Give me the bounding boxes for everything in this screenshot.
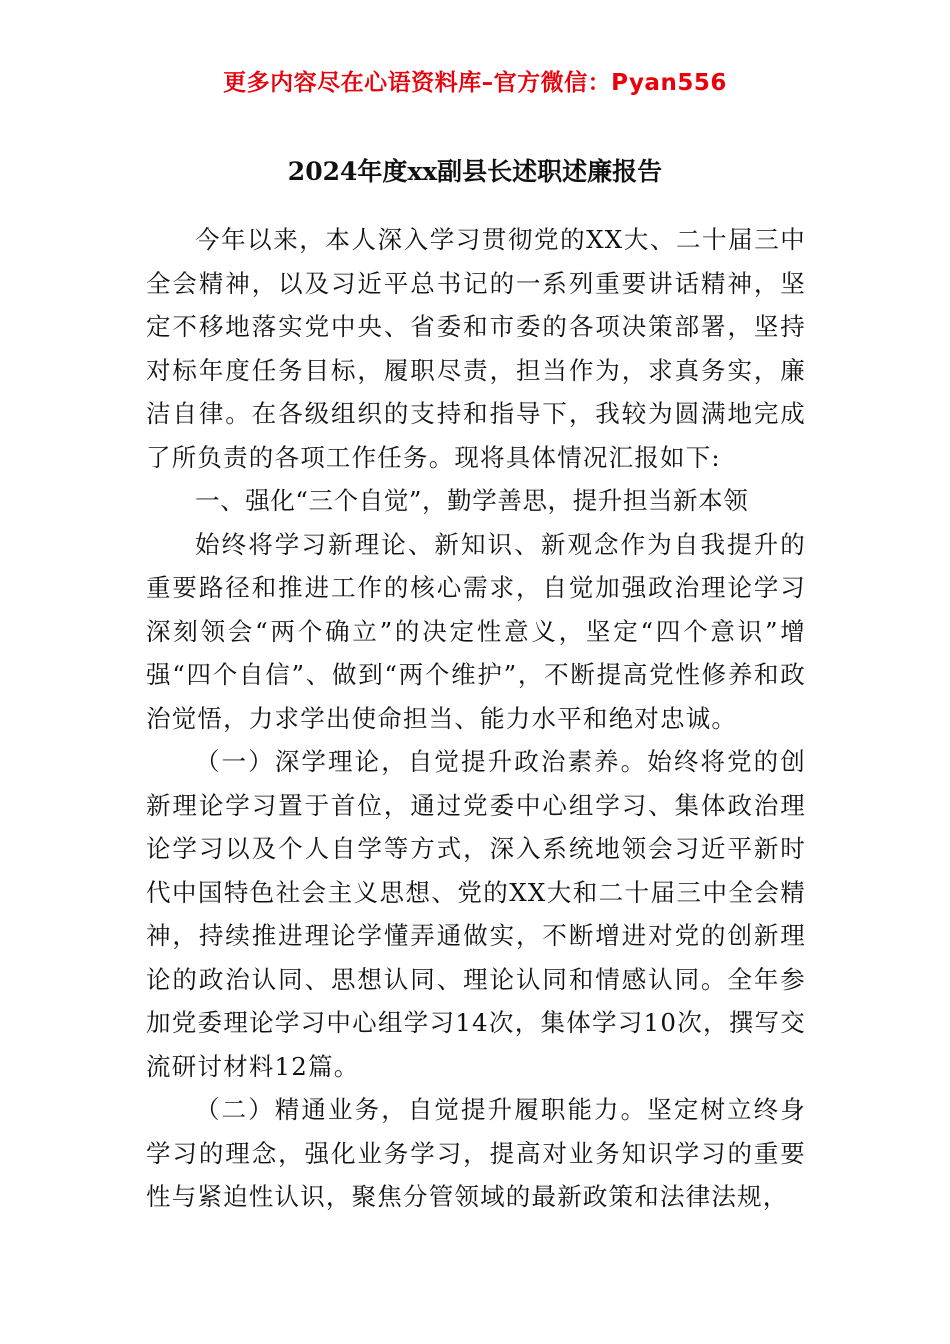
promo-banner: 更多内容尽在心语资料库–官方微信：Pyan556	[223, 70, 727, 96]
section-heading-1: 一、强化“三个自觉”，勤学善思，提升担当新本领	[195, 486, 749, 515]
document-title: 2024年度xx副县长述职述廉报告	[287, 157, 663, 186]
subsection-2-paragraph: （二）精通业务，自觉提升履职能力。坚定树立终身学习的理念，强化业务学习，提高对业务知识学习的重要性与紧迫性认识，聚焦分管领域的最新政策和法律法规，	[146, 1095, 806, 1211]
section-1-paragraph: 始终将学习新理论、新知识、新观念作为自我提升的重要路径和推进工作的核心需求，自觉加强政治理论学习深刻领会“两个确立”的决定性意义，坚定“四个意识”增强“四个自信”、做到“两个维护”，不断提高党性修养和政治觉悟，力求学出使命担当、能力水平和绝对忠诚。	[146, 529, 806, 733]
document-body	[146, 218, 806, 1219]
subsection-1-paragraph: （一）深学理论，自觉提升政治素养。始终将党的创新理论学习置于首位，通过党委中心组学习、集体政治理论学习以及个人自学等方式，深入系统地领会习近平新时代中国特色社会主义思想、党的XX大和二十届三中全会精神，持续推进理论学懂弄通做实，不断增进对党的创新理论的政治认同、思想认同、理论认同和情感认同。全年参加党委理论学习中心组学习14次，集体学习10次，撰写交流研讨材料12篇。	[146, 747, 806, 1081]
intro-paragraph: 今年以来，本人深入学习贯彻党的XX大、二十届三中全会精神，以及习近平总书记的一系列重要讲话精神，坚定不移地落实党中央、省委和市委的各项决策部署，坚持对标年度任务目标，履职尽责，担当作为，求真务实，廉洁自律。在各级组织的支持和指导下，我较为圆满地完成了所负责的各项工作任务。现将具体情况汇报如下:	[146, 225, 806, 472]
